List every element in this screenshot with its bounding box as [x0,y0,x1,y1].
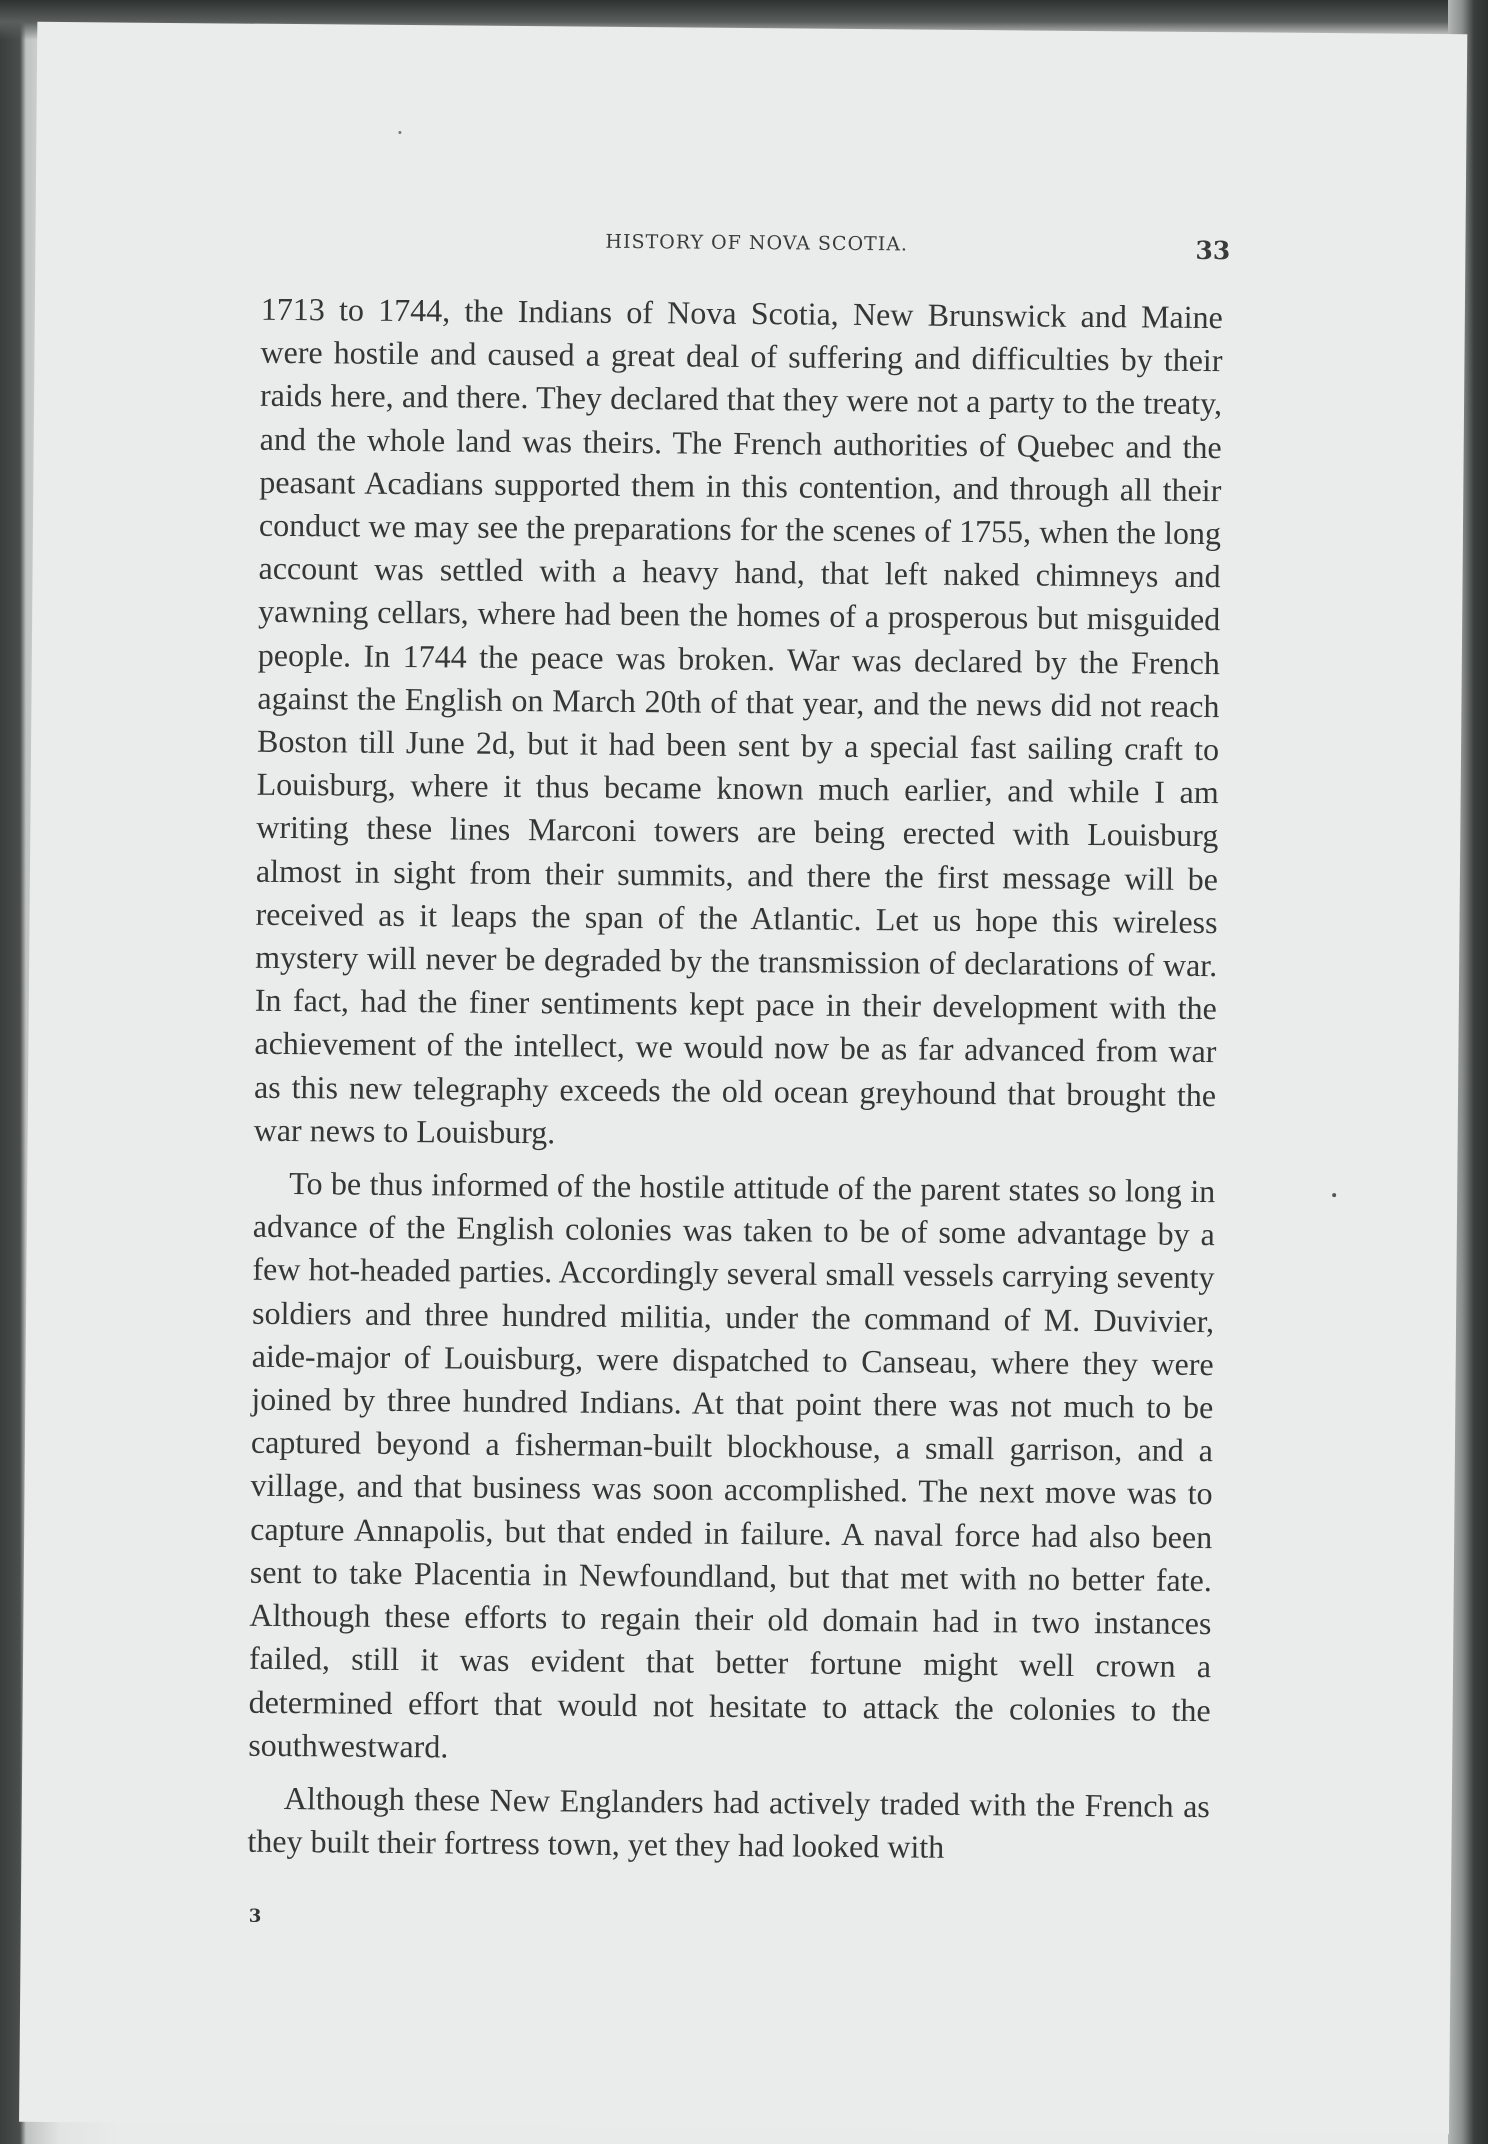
running-head: HISTORY OF NOVA SCOTIA. [605,230,909,256]
body-text [247,288,1223,1882]
dust-speck [398,131,401,134]
paragraph-2: To be thus informed of the hostile attitude of the parent states so long in advance of the English colonies was taken to be of some advantage by a few hot-headed parties. Accordingly several small vessels carrying seventy soldiers and three hundred militia, under the command of M. Duvivier, aide-major of Louisburg, were dispatched to Canseau, where they were joined by three hundred Indians. At that point there was not much to be captured beyond a fisherman-built blockhouse, a small garrison, and a village, and that business was soon accomplished. The next move was to capture Annapolis, but that ended in failure. A naval force had also been sent to take Placentia in Newfoundland, but that met with no better fate. Although these efforts to regain their old domain had in two instances failed, still it was evident that better fortune might well crown a determined effort that would not hesitate to attack the colonies to the southwestward. [248,1165,1216,1765]
paragraph-3: Although these New Englanders had actively traded with the French as they built their fortress town, yet they had looked with [247,1779,1210,1865]
dust-speck [1332,1193,1336,1197]
signature-mark: 3 [248,1905,262,1927]
paragraph-1: 1713 to 1744, the Indians of Nova Scotia, New Brunswick and Maine were hostile and caused a great deal of suffering and difficulties by their raids here, and there. They declared that they were not a party to the treaty, and the whole land was theirs. The French authorities of Quebec and the peasant Acadians supported them in this contention, and through all their conduct we may see the preparations for the scenes of 1755, when the long account was settled with a heavy hand, that left naked chimneys and yawning cellars, where had been the homes of a prosperous but misguided people. In 1744 the peace was broken. War was declared by the French against the English on March 20th of that year, and the news did not reach Boston till June 2d, but it had been sent by a special fast sailing craft to Louisburg, where it thus became known much earlier, and while I am writing these lines Marconi towers are being erected with Louisburg almost in sight from their summits, and there the first message will be received as it leaps the span of the Atlantic. Let us hope this wireless mystery will never be degraded by the transmission of declarations of war. In fact, had the finer sentiments kept pace in their development with the achievement of the intellect, we would now be as far advanced from war as this new telegraphy exceeds the old ocean greyhound that brought the war news to Louisburg. [253,290,1223,1151]
page-number: 33 [1195,235,1231,266]
book-page [19,22,1467,2134]
